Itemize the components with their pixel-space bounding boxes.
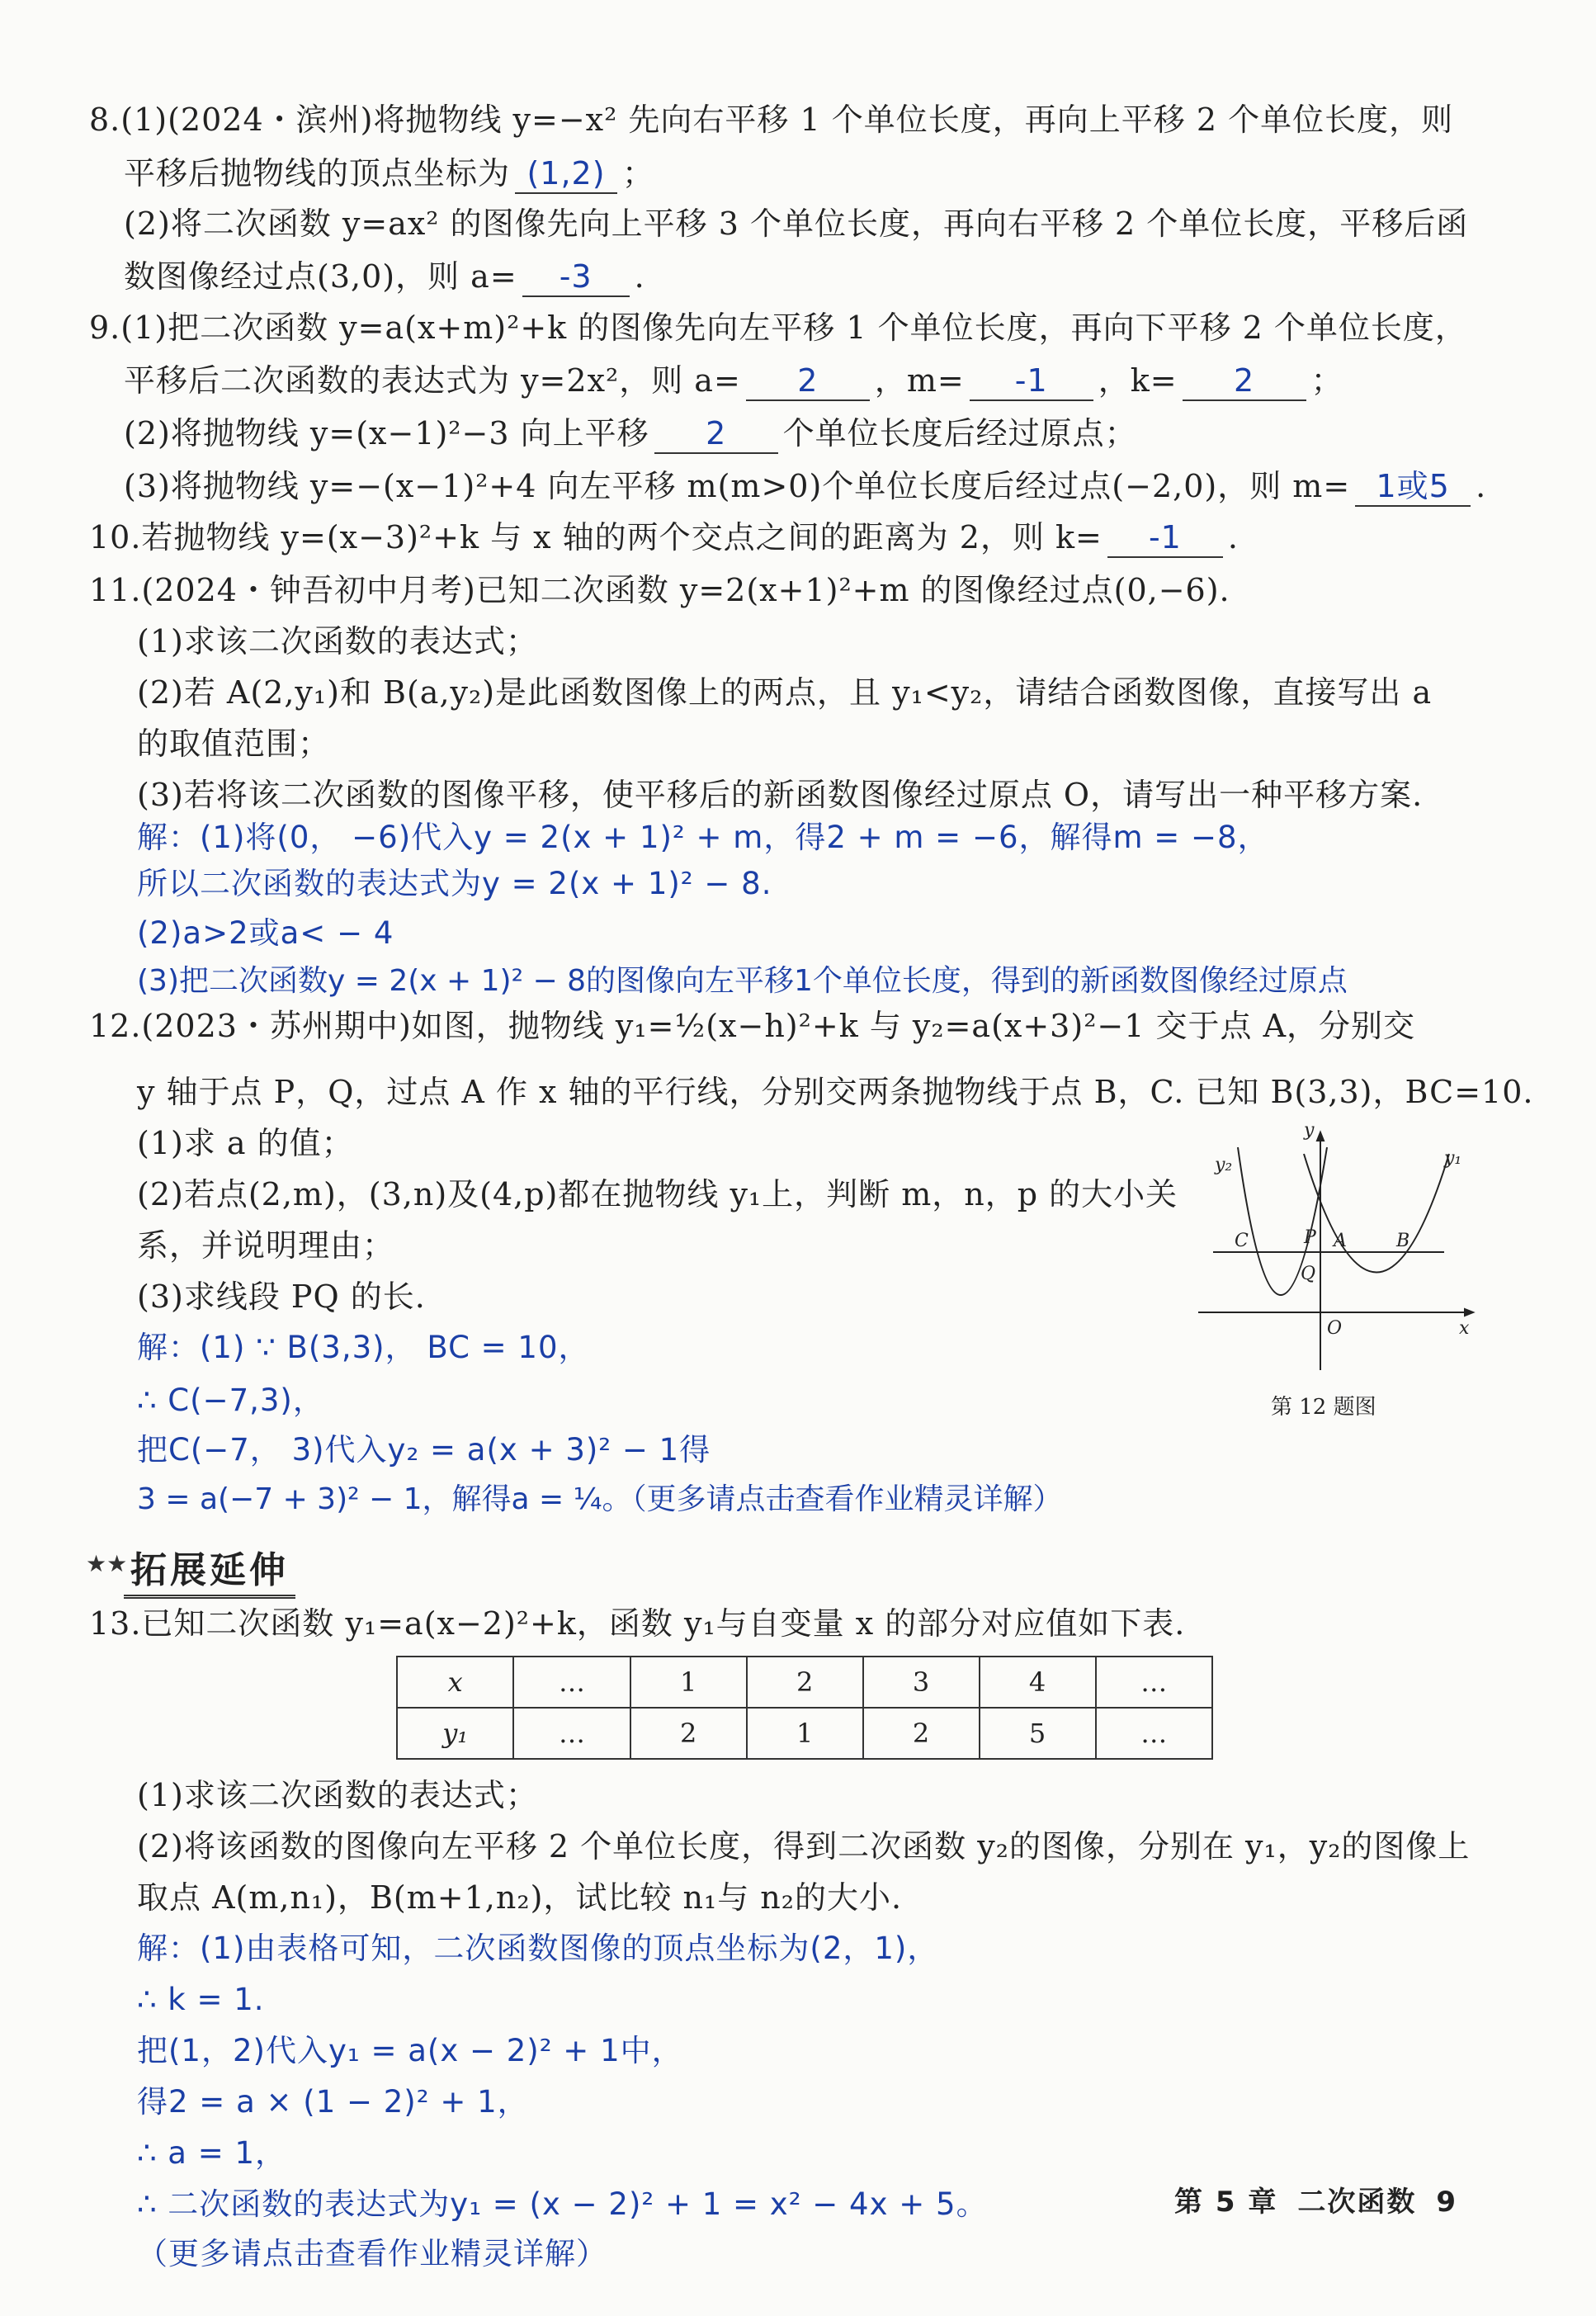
q9-line2-k: ，k=	[1098, 362, 1178, 399]
page-number: 9	[1436, 2186, 1457, 2219]
graph-label-O: O	[1327, 1318, 1343, 1339]
q11-line4: 的取值范围；	[137, 726, 331, 762]
q11-line1: 11.(2024・钟吾初中月考)已知二次函数 y=2(x+1)²+m 的图像经过点(0,−6).	[89, 572, 1230, 608]
q8-line4-text: 数图像经过点(3,0)，则 a=	[124, 258, 517, 295]
star-icon: ★★	[86, 1550, 128, 1577]
q12-solution-3: 把C(−7， 3)代入y₂ = a(x + 3)² − 1得	[137, 1432, 711, 1468]
q8-line4-end: .	[634, 258, 645, 295]
q10-line	[89, 515, 1239, 560]
q9-line3-text: (2)将抛物线 y=(x−1)²−3 向上平移	[124, 415, 649, 451]
q9-line4-text: (3)将抛物线 y=−(x−1)²+4 向左平移 m(m>0)个单位长度后经过点(−2,0)，则 m=	[124, 468, 1351, 504]
q8-answer-1: (1,2)	[515, 154, 617, 194]
page-footer	[1155, 2179, 1457, 2219]
q11-solution-4: (3)把二次函数y = 2(x + 1)² − 8的图像向左平移1个单位长度，得到的新函数图像经过原点	[137, 964, 1348, 998]
q9-answer-3: 1或5	[1355, 467, 1471, 507]
table-cell: 2	[863, 1708, 980, 1759]
table-cell: 2	[747, 1657, 863, 1708]
graph-label-P: P	[1304, 1227, 1316, 1248]
table-cell: 1	[747, 1708, 863, 1759]
q8-line4	[124, 254, 645, 299]
q13-line2: (1)求该二次函数的表达式；	[137, 1777, 538, 1813]
q11-line3: (2)若 A(2,y₁)和 B(a,y₂)是此函数图像上的两点，且 y₁<y₂，请结合函数图像，直接写出 a	[137, 674, 1433, 711]
q9-line2-end: ；	[1310, 362, 1343, 399]
q13-solution-5: ∴ a = 1，	[137, 2135, 287, 2171]
parabola-y1	[1304, 1154, 1449, 1273]
q11-line2: (1)求该二次函数的表达式；	[137, 623, 538, 659]
q8-line3: (2)将二次函数 y=ax² 的图像先向上平移 3 个单位长度，再向右平移 2 个单位长度，平移后函	[124, 206, 1469, 242]
x-axis-arrow	[1465, 1309, 1473, 1316]
table-cell: x	[397, 1657, 513, 1708]
table-cell: …	[1096, 1708, 1212, 1759]
table-cell: …	[1096, 1657, 1212, 1708]
q12-line5: 系，并说明理由；	[137, 1227, 395, 1264]
q12-line2: y 轴于点 P，Q，过点 A 作 x 轴的平行线，分别交两条抛物线于点 B，C. 已知 B(3,3)，BC=10.	[137, 1074, 1534, 1110]
graph-label-C: C	[1235, 1231, 1249, 1251]
graph-label-y2: y₂	[1215, 1155, 1233, 1175]
y-axis-arrow	[1317, 1132, 1324, 1141]
q13-solution-4: 得2 = a × (1 − 2)² + 1，	[137, 2084, 529, 2120]
section-title: 拓展延伸	[124, 1540, 295, 1599]
q9-answer-m: -1	[970, 362, 1093, 401]
q8-line2	[124, 151, 654, 196]
q12-line6: (3)求线段 PQ 的长.	[137, 1279, 426, 1315]
q12-graph	[1197, 1114, 1477, 1378]
graph-label-y: y	[1304, 1120, 1315, 1141]
q12-solution-1: 解：(1) ∵ B(3,3)， BC = 10，	[137, 1330, 590, 1365]
q9-line3-end: 个单位长度后经过原点；	[782, 415, 1137, 451]
q9-line3	[124, 411, 1137, 456]
q9-answer-a: 2	[746, 362, 870, 401]
q11-solution-1: 解：(1)将(0， −6)代入y = 2(x + 1)² + m，得2 + m = −6，解得m = −8，	[137, 820, 1269, 855]
q13-line1: 13.已知二次函数 y₁=a(x−2)²+k，函数 y₁与自变量 x 的部分对应值如下表.	[89, 1605, 1186, 1642]
table-cell: y₁	[397, 1708, 513, 1759]
q12-figure-caption: 第 12 题图	[1271, 1395, 1376, 1420]
q8-line2-text: 平移后抛物线的顶点坐标为	[124, 155, 511, 191]
q13-line4: 取点 A(m,n₁)，B(m+1,n₂)，试比较 n₁与 n₂的大小.	[137, 1879, 903, 1916]
q11-line5: (3)若将该二次函数的图像平移，使平移后的新函数图像经过原点 O，请写出一种平移方案.	[137, 777, 1424, 813]
q12-solution-2: ∴ C(−7,3)，	[137, 1383, 324, 1418]
graph-label-Q: Q	[1301, 1264, 1316, 1284]
table-cell: 2	[630, 1708, 747, 1759]
q8-line1: 8.(1)(2024・滨州)将抛物线 y=−x² 先向右平移 1 个单位长度，再向上平移 2 个单位长度，则	[89, 102, 1454, 138]
q13-value-table	[396, 1656, 1213, 1760]
q9-line4-end: .	[1476, 468, 1487, 504]
q12-solution-4: 3 = a(−7 + 3)² − 1，解得a = ¼。（更多请点击查看作业精灵详解）	[137, 1482, 1063, 1516]
q12-line1: 12.(2023・苏州期中)如图，抛物线 y₁=½(x−h)²+k 与 y₂=a(x+3)²−1 交于点 A，分别交	[89, 1008, 1416, 1044]
q9-line2-text: 平移后二次函数的表达式为 y=2x²，则 a=	[124, 362, 741, 399]
graph-label-y1: y₁	[1444, 1148, 1462, 1169]
table-cell: …	[513, 1708, 630, 1759]
q8-line2-end: ；	[622, 155, 655, 191]
table-cell: 4	[980, 1657, 1096, 1708]
footer-title: 二次函数	[1297, 2186, 1417, 2219]
q9-line1: 9.(1)把二次函数 y=a(x+m)²+k 的图像先向左平移 1 个单位长度，再向下平移 2 个单位长度，	[89, 310, 1467, 346]
q9-line2-m: ，m=	[874, 362, 965, 399]
q13-solution-1: 解：(1)由表格可知，二次函数图像的顶点坐标为(2，1)，	[137, 1931, 939, 1966]
q9-answer-k: 2	[1183, 362, 1306, 401]
table-cell: 1	[630, 1657, 747, 1708]
graph-label-B: B	[1396, 1231, 1410, 1251]
q13-line3: (2)将该函数的图像向左平移 2 个单位长度，得到二次函数 y₂的图像，分别在 y₁，y₂的图像上	[137, 1828, 1471, 1865]
q13-solution-2: ∴ k = 1.	[137, 1982, 265, 2017]
q12-line3: (1)求 a 的值；	[137, 1125, 354, 1161]
q9-line2	[124, 358, 1343, 403]
q13-solution-6: ∴ 二次函数的表达式为y₁ = (x − 2)² + 1 = x² − 4x + 5。	[137, 2186, 988, 2222]
q11-solution-2: 所以二次函数的表达式为y = 2(x + 1)² − 8.	[137, 866, 772, 901]
graph-label-A: A	[1334, 1231, 1347, 1251]
q12-line4: (2)若点(2,m)，(3,n)及(4,p)都在抛物线 y₁上，判断 m，n，p 的大小关	[137, 1176, 1178, 1212]
table-cell: 3	[863, 1657, 980, 1708]
q10-text: 10.若抛物线 y=(x−3)²+k 与 x 轴的两个交点之间的距离为 2，则 k=	[89, 519, 1103, 555]
graph-label-x: x	[1459, 1318, 1470, 1339]
q10-answer: -1	[1107, 518, 1223, 558]
q10-end: .	[1227, 519, 1239, 555]
q9-line4	[124, 464, 1486, 508]
q8-answer-2: -3	[522, 258, 630, 297]
q13-solution-3: 把(1，2)代入y₁ = a(x − 2)² + 1中，	[137, 2033, 683, 2068]
q13-solution-7: （更多请点击查看作业精灵详解）	[137, 2236, 607, 2271]
table-row	[397, 1708, 1212, 1759]
table-cell: …	[513, 1657, 630, 1708]
table-cell: 5	[980, 1708, 1096, 1759]
footer-chapter: 第 5 章	[1173, 2186, 1278, 2219]
table-row	[397, 1657, 1212, 1708]
q9-answer-2: 2	[654, 414, 778, 454]
q11-solution-3: (2)a>2或a< − 4	[137, 915, 394, 951]
